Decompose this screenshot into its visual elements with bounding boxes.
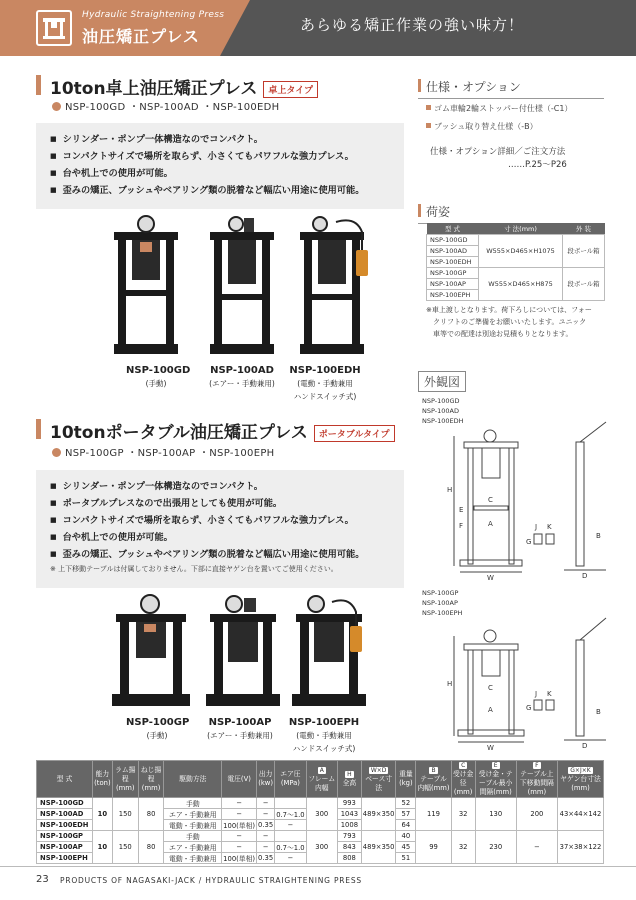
spec-a: 300 — [306, 798, 337, 831]
header-tagline: あらゆる矯正作業の強い味方！ — [300, 16, 525, 34]
packing-size: W555×D465×H1075 — [479, 234, 563, 267]
footer-divider — [0, 866, 636, 867]
spec-air: − — [275, 853, 306, 864]
spec-voltage: − — [222, 809, 257, 820]
spec-c: 32 — [451, 831, 475, 864]
caption-nsp-100gd — [126, 364, 191, 390]
spec-header-text: フレーム内幅 — [308, 774, 336, 792]
caption-sub: (電動・手動兼用 — [296, 731, 352, 740]
spec-e: 230 — [475, 831, 516, 864]
caption-model: NSP-100EPH — [288, 717, 360, 728]
spec-air: − — [275, 820, 306, 831]
spec-f: − — [516, 831, 557, 864]
caption-model: NSP-100GP — [126, 717, 190, 728]
packing-note-line: ※車上渡しとなります。荷下ろしについては、フォー — [426, 306, 592, 314]
spec-output: − — [257, 831, 275, 842]
section1-title — [36, 74, 318, 99]
spec-weight: 40 — [396, 831, 416, 842]
dim-letter-badge: B — [431, 766, 436, 774]
options-title: 仕様・オプション — [418, 78, 604, 99]
packing-model: NSP-100EPH — [427, 289, 479, 300]
section1-product-images — [110, 212, 380, 362]
options-detail-line: 仕様・オプション詳細／ご注文方法 — [430, 147, 566, 157]
options-list — [426, 100, 572, 136]
section2-models — [52, 444, 274, 459]
dim-letter: K — [547, 523, 552, 531]
spec-drive: 電動・手動兼用 — [164, 853, 222, 864]
dim-letter: C — [488, 496, 493, 504]
spec-weight: 52 — [396, 798, 416, 809]
table-row — [37, 831, 604, 842]
section1-models — [52, 98, 280, 113]
caption-model: NSP-100AD — [210, 365, 274, 376]
square-bullet-icon — [426, 105, 431, 110]
feature-item: ■ 台や机上での使用が可能。 — [50, 529, 390, 546]
caption-nsp-100gp — [126, 716, 188, 742]
spec-capacity: 10 — [92, 831, 112, 864]
spec-header: 能力(ton) — [92, 761, 112, 798]
spec-air: 0.7〜1.0 — [275, 809, 306, 820]
spec-voltage: − — [222, 798, 257, 809]
spec-e: 130 — [475, 798, 516, 831]
feature-item: ■ シリンダー・ポンプ一体構造なのでコンパクト。 — [50, 478, 390, 495]
caption-nsp-100eph — [284, 716, 364, 755]
spec-output: − — [257, 809, 275, 820]
spec-table — [36, 760, 604, 864]
spec-header — [516, 761, 557, 798]
spec-header — [557, 761, 603, 798]
packing-header: 型 式 — [427, 223, 479, 234]
caption-sub: (エアー・手動兼用) — [209, 379, 275, 388]
press-eph-illustration — [292, 596, 366, 706]
drawing-model-label: NSP-100EPH — [422, 609, 463, 617]
section2-product-images — [112, 590, 382, 710]
dim-letter-badge: G×J×K — [570, 766, 591, 774]
packing-model: NSP-100AD — [427, 245, 479, 256]
spec-model: NSP-100EPH — [37, 853, 93, 864]
dim-letter: E — [459, 506, 464, 514]
portable-press-illustrations — [112, 590, 382, 710]
dim-letter-badge: E — [493, 762, 498, 769]
packing-size: W555×D465×H875 — [479, 267, 563, 300]
spec-header: 電圧(V) — [222, 761, 257, 798]
arrow-bullet-icon — [52, 448, 61, 457]
page-header — [0, 0, 636, 56]
spec-b: 119 — [416, 798, 451, 831]
spec-air — [275, 831, 306, 842]
spec-weight: 51 — [396, 853, 416, 864]
square-bullet-icon — [426, 123, 431, 128]
dim-letter: H — [447, 680, 453, 688]
spec-model: NSP-100GP — [37, 831, 93, 842]
caption-sub: ハンドスイッチ式) — [293, 392, 357, 401]
dim-letter: C — [488, 684, 493, 692]
press-edh-illustration — [300, 217, 368, 354]
packing-header: 外 装 — [563, 223, 605, 234]
spec-screw: 80 — [138, 831, 164, 864]
spec-drive: エア・手動兼用 — [164, 842, 222, 853]
caption-sub: (電動・手動兼用 — [297, 379, 353, 388]
dim-letter-badge: A — [319, 766, 324, 774]
caption-model: NSP-100AP — [208, 717, 272, 728]
spec-drive: 電動・手動兼用 — [164, 820, 222, 831]
feature-item: ■ 台や机上での使用が可能。 — [50, 165, 390, 182]
spec-header: 型 式 — [37, 761, 93, 798]
spec-drive: 手動 — [164, 798, 222, 809]
dim-letter-badge: C — [461, 762, 466, 769]
portable-dimension-drawing — [430, 614, 610, 750]
spec-header: 駆動方法 — [164, 761, 222, 798]
spec-header — [337, 761, 361, 798]
dim-letter-badge: F — [535, 762, 539, 769]
dim-letter: D — [582, 742, 588, 750]
spec-header: ラム揚程(mm) — [112, 761, 138, 798]
drawing-model-label: NSP-100AP — [422, 599, 458, 607]
caption-sub: (手動) — [145, 379, 167, 388]
packing-note-line: クリフトのご準備をお願いいたします。ユニック — [426, 318, 587, 326]
feature-item: ■ ポータブルプレスなので出張用としても使用が可能。 — [50, 495, 390, 512]
spec-b: 99 — [416, 831, 451, 864]
spec-output: 0.35 — [258, 821, 274, 829]
spec-weight: 64 — [396, 820, 416, 831]
section1-title-text: 10ton卓上油圧矯正プレス — [50, 79, 258, 99]
drawing-model-label: NSP-100GD — [422, 397, 460, 405]
spec-header-text: ベース寸法 — [365, 774, 393, 792]
spec-capacity: 10 — [92, 798, 112, 831]
feature-item: ■ コンパクトサイズで場所を取らず、小さくてもパワフルな強力プレス。 — [50, 148, 390, 165]
spec-h: 1043 — [337, 809, 361, 820]
header-title-jp: 油圧矯正プレス — [82, 27, 200, 46]
spec-model: NSP-100AD — [37, 809, 93, 820]
spec-header — [451, 761, 475, 798]
dim-letter: B — [596, 532, 601, 540]
spec-gjk: 43×44×142 — [557, 798, 603, 831]
spec-gjk: 37×38×122 — [557, 831, 603, 864]
drawing-model-label: NSP-100AD — [422, 407, 459, 415]
spec-voltage: − — [222, 831, 257, 842]
packing-title: 荷姿 — [418, 203, 604, 224]
caption-sub: (手動) — [146, 731, 168, 740]
feature-item: ■ 歪みの矯正、ブッシュやベアリング類の脱着など幅広い用途に使用可能。 — [50, 182, 390, 199]
spec-weight: 45 — [396, 842, 416, 853]
spec-voltage: 100(単相) — [222, 820, 257, 831]
dim-letter: J — [535, 523, 538, 531]
arrow-bullet-icon — [52, 102, 61, 111]
spec-h: 993 — [337, 798, 361, 809]
spec-header-text: 受け金・テーブル最小間隔(mm) — [478, 770, 513, 796]
spec-header-text: テーブル内幅(mm) — [417, 774, 450, 792]
spec-weight: 57 — [396, 809, 416, 820]
dim-letter-badge: H — [347, 771, 352, 778]
options-detail-pages: ……P.25～P26 — [508, 160, 567, 170]
dim-letter: B — [596, 708, 601, 716]
spec-header-text: 受け金径(mm) — [452, 770, 474, 796]
press-gd-illustration — [114, 216, 178, 354]
caption-nsp-100ap — [204, 716, 276, 742]
drawing-model-label: NSP-100EDH — [422, 417, 464, 425]
dim-letter: W — [487, 574, 494, 580]
feature-item: ■ コンパクトサイズで場所を取らず、小さくてもパワフルな強力プレス。 — [50, 512, 390, 529]
packing-note — [426, 304, 592, 340]
section2-feature-box — [36, 470, 404, 588]
spec-output: − — [257, 842, 275, 853]
spec-air: 0.7〜1.0 — [275, 842, 306, 853]
caption-sub: (エアー・手動兼用) — [207, 731, 273, 740]
section2-title-text: 10tonポータブル油圧矯正プレス — [50, 423, 308, 443]
spec-header: エア圧(MPa) — [275, 761, 306, 798]
spec-voltage: − — [222, 842, 257, 853]
section1-model-list: NSP-100GD ・NSP-100AD ・NSP-100EDH — [65, 102, 280, 113]
spec-h: 843 — [337, 842, 361, 853]
spec-h: 793 — [337, 831, 361, 842]
spec-wd: 489×350 — [361, 798, 396, 831]
spec-header — [475, 761, 516, 798]
packing-model: NSP-100AP — [427, 278, 479, 289]
dim-letter: J — [535, 690, 538, 698]
feature-item: ■ シリンダー・ポンプ一体構造なのでコンパクト。 — [50, 131, 390, 148]
dim-letter: F — [459, 522, 464, 530]
dim-letter: A — [488, 706, 493, 714]
packing-note-line: 車等での配達は別途お見積もりとなります。 — [426, 330, 573, 338]
dim-letter: W — [487, 744, 494, 750]
spec-header: 重量(kg) — [396, 761, 416, 798]
caption-model: NSP-100EDH — [289, 365, 361, 376]
caption-model: NSP-100GD — [126, 365, 191, 376]
spec-air — [275, 798, 306, 809]
press-ap-illustration — [206, 596, 280, 706]
packing-model: NSP-100GP — [427, 267, 479, 278]
press-icon — [36, 10, 72, 46]
spec-output: − — [257, 798, 275, 809]
caption-nsp-100edh — [286, 364, 364, 403]
spec-header-text: 全高 — [342, 779, 357, 787]
section2-model-list: NSP-100GP ・NSP-100AP ・NSP-100EPH — [65, 448, 275, 459]
spec-c: 32 — [451, 798, 475, 831]
spec-drive: 手動 — [164, 831, 222, 842]
section2-title — [36, 418, 395, 443]
footer-text: PRODUCTS OF NAGASAKI-JACK / HYDRAULIC STRAIGHTENING PRESS — [60, 876, 362, 885]
spec-drive: エア・手動兼用 — [164, 809, 222, 820]
section1-feature-box — [36, 123, 404, 209]
section1-tag: 卓上タイプ — [263, 81, 318, 98]
spec-header: 出力(kw) — [257, 761, 275, 798]
spec-output: 0.35 — [258, 854, 274, 862]
option-text: ブッシュ取り替え仕様（-B） — [434, 122, 538, 131]
dim-letter: H — [447, 486, 453, 494]
benchtop-press-illustrations — [110, 212, 380, 362]
press-gp-illustration — [112, 595, 190, 706]
spec-a: 300 — [306, 831, 337, 864]
packing-type: 段ボール箱 — [563, 234, 605, 267]
packing-header: 寸 法(mm) — [479, 223, 563, 234]
header-title-en: Hydraulic Straightening Press — [82, 10, 225, 20]
page-number: 23 — [36, 874, 49, 885]
table-row — [37, 798, 604, 809]
dim-letter: G — [526, 704, 532, 712]
option-text: ゴム車輪2輪ストッパー付仕様（-C1） — [434, 104, 573, 113]
dim-letter-badge: W×D — [370, 766, 387, 774]
spec-wd: 489×350 — [361, 831, 396, 864]
spec-ram: 150 — [112, 798, 138, 831]
dim-letter: K — [547, 690, 552, 698]
option-item — [426, 118, 572, 136]
press-ad-illustration — [210, 217, 274, 354]
spec-header — [416, 761, 451, 798]
dim-letter: A — [488, 520, 493, 528]
spec-f: 200 — [516, 798, 557, 831]
packing-table — [426, 223, 605, 301]
drawing-title: 外観図 — [418, 371, 466, 392]
packing-model: NSP-100EDH — [427, 256, 479, 267]
section2-tag: ポータブルタイプ — [314, 425, 395, 442]
options-detail — [430, 146, 567, 172]
spec-header — [361, 761, 396, 798]
spec-h: 808 — [337, 853, 361, 864]
dim-letter: D — [582, 572, 588, 580]
spec-header-text: テーブル上下移動間隔(mm) — [519, 770, 554, 796]
spec-ram: 150 — [112, 831, 138, 864]
spec-model: NSP-100GD — [37, 798, 93, 809]
packing-model: NSP-100GD — [427, 234, 479, 245]
spec-header: ねじ揚程(mm) — [138, 761, 164, 798]
spec-screw: 80 — [138, 798, 164, 831]
spec-model: NSP-100AP — [37, 842, 93, 853]
benchtop-dimension-drawing — [430, 420, 610, 580]
spec-model: NSP-100EDH — [37, 820, 93, 831]
section2-note: ※ 上下移動テーブルは付属しておりません。下部に直接ヤゲン台を置いてご使用ください。 — [50, 565, 338, 573]
spec-h: 1008 — [337, 820, 361, 831]
spec-header-text: ヤゲン台寸法(mm) — [560, 774, 601, 792]
packing-type: 段ボール箱 — [563, 267, 605, 300]
feature-item: ■ 歪みの矯正、ブッシュやベアリング類の脱着など幅広い用途に使用可能。 — [50, 546, 390, 563]
dim-letter: G — [526, 538, 532, 546]
spec-voltage: 100(単相) — [222, 853, 257, 864]
caption-sub: ハンドスイッチ式) — [292, 744, 356, 753]
option-item — [426, 100, 572, 118]
caption-nsp-100ad — [206, 364, 278, 390]
spec-header — [306, 761, 337, 798]
drawing-model-label: NSP-100GP — [422, 589, 459, 597]
